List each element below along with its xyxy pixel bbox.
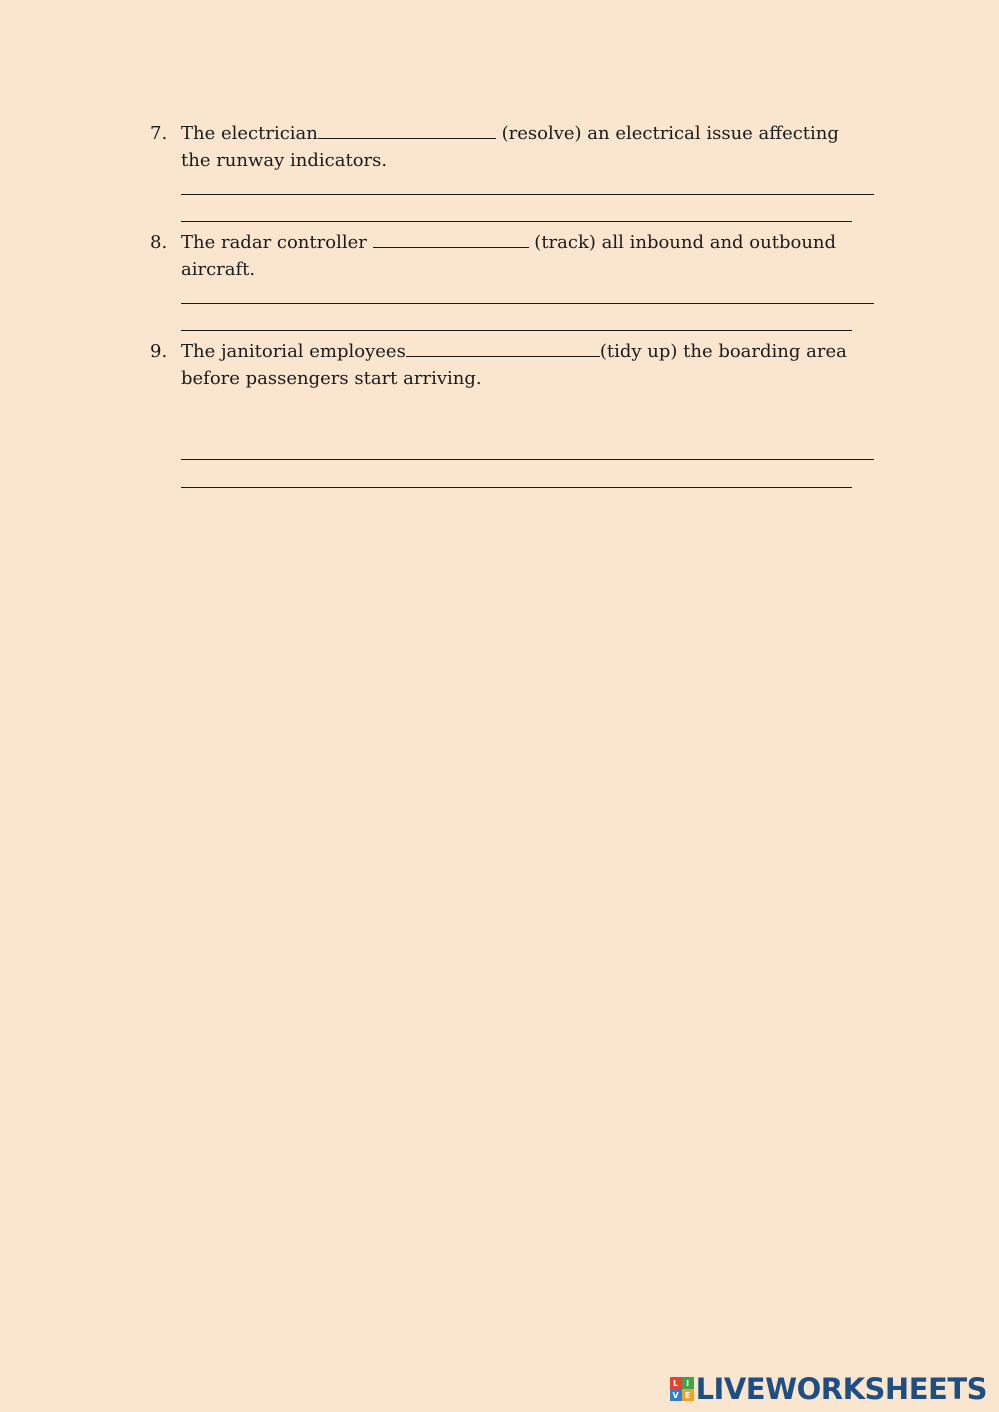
answer-line[interactable] (181, 487, 852, 488)
answer-line[interactable] (181, 303, 874, 304)
question-text-before: The radar controller (181, 232, 373, 253)
logo-letter-i: I (682, 1377, 694, 1389)
question-text-before: The janitorial employees (181, 341, 406, 362)
answer-line[interactable] (181, 194, 874, 195)
question-text (181, 120, 871, 174)
question-text-after: (track) all inbound and outbound aircraft. (181, 232, 837, 280)
logo-letter-l: L (670, 1377, 682, 1389)
logo-letter-v: V (670, 1389, 682, 1401)
question-number: 7. (150, 123, 168, 144)
logo-letter-e: E (682, 1389, 694, 1401)
question-text (181, 229, 871, 283)
answer-blank[interactable] (373, 234, 529, 248)
brand-name: LIVEWORKSHEETS (695, 1372, 987, 1406)
liveworksheets-logo (670, 1374, 987, 1404)
answer-line[interactable] (181, 459, 874, 460)
question-text-after: (tidy up) the boarding area before passengers start arriving. (181, 341, 847, 389)
answer-line[interactable] (181, 330, 852, 331)
question-text-before: The electrician (181, 123, 318, 144)
answer-blank[interactable] (318, 125, 496, 139)
liveworksheets-icon (670, 1377, 694, 1401)
question-text-after: (resolve) an electrical issue affecting the runway indicators. (181, 123, 839, 171)
question-number: 9. (150, 341, 168, 362)
answer-blank[interactable] (406, 343, 600, 357)
question-number: 8. (150, 232, 168, 253)
answer-line[interactable] (181, 221, 852, 222)
question-text (181, 338, 871, 392)
